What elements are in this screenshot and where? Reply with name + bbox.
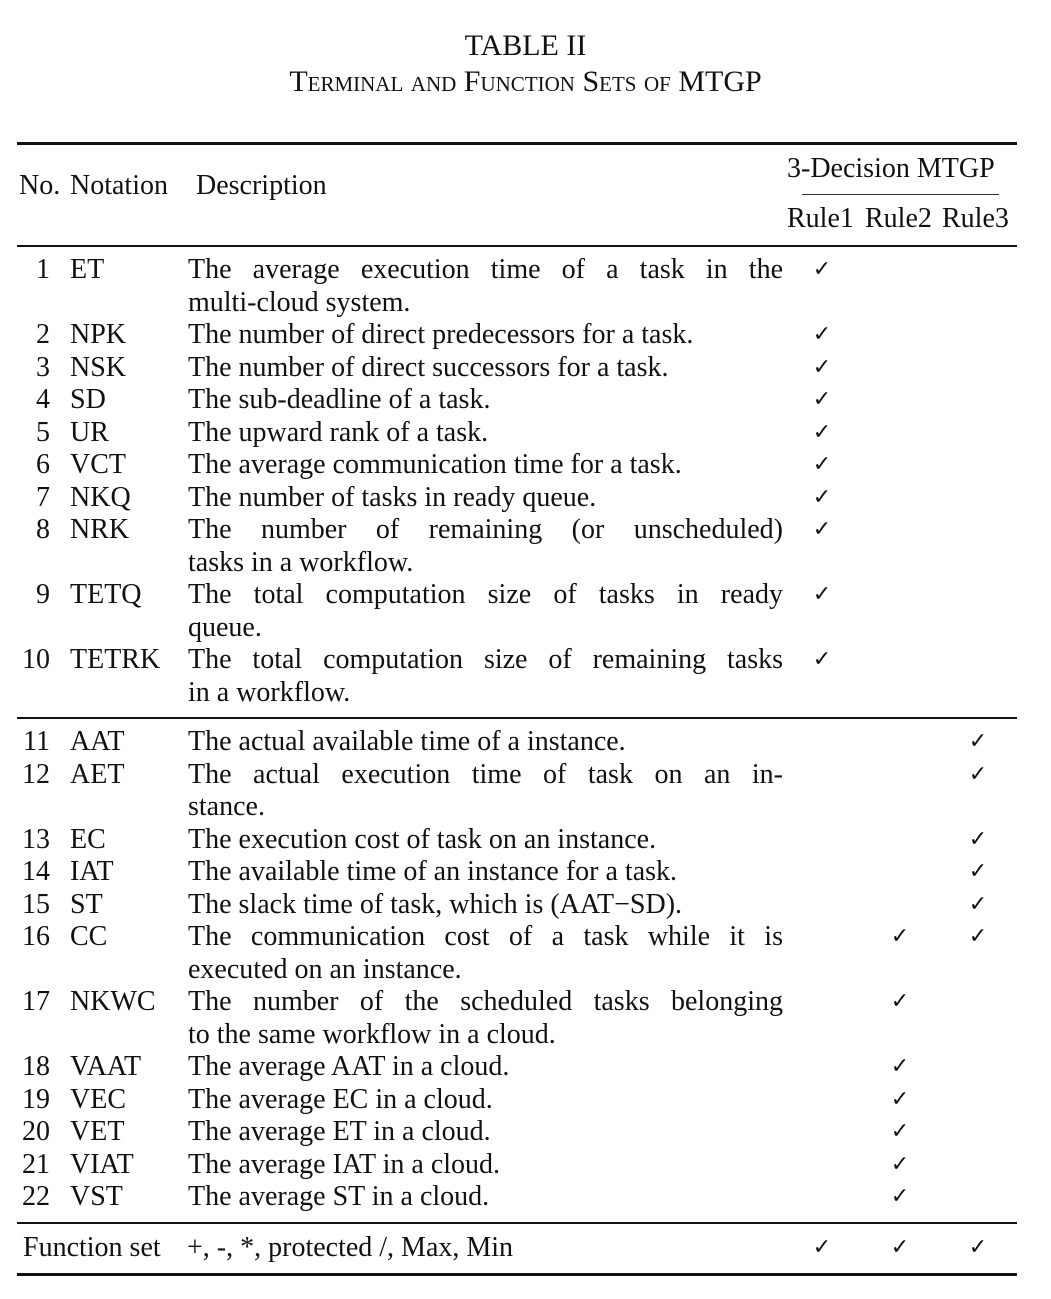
row-description-line: queue.: [188, 611, 262, 643]
function-set-label: Function set: [23, 1232, 161, 1263]
row-notation: VAAT: [70, 1051, 142, 1082]
row-description-line: The average ET in a cloud.: [188, 1116, 491, 1147]
row-number: 22: [22, 1181, 50, 1212]
row-description-line: The number of tasks in ready queue.: [188, 481, 597, 513]
row-notation: SD: [70, 384, 106, 415]
row-number: 20: [22, 1116, 50, 1147]
row-description-line: executed on an instance.: [188, 953, 462, 985]
row-notation: TETQ: [70, 579, 142, 610]
check-icon: ✓: [890, 1151, 910, 1177]
check-icon: ✓: [812, 452, 832, 477]
top-rule: [17, 142, 1017, 145]
row-number: 3: [36, 351, 50, 383]
row-number: 6: [36, 449, 50, 480]
row-notation: NKQ: [70, 481, 131, 513]
check-icon: ✓: [812, 484, 832, 510]
header-rule1: Rule1: [787, 203, 854, 234]
row-number: 12: [22, 758, 50, 790]
row-notation: ET: [70, 254, 105, 285]
row-number: 1: [36, 254, 50, 285]
header-notation: Notation: [70, 170, 168, 201]
row-description-line: The number of direct predecessors for a task.: [188, 319, 694, 350]
row-description-line: stance.: [188, 791, 265, 822]
row-description-line: in a workflow.: [188, 676, 351, 708]
row-description-line: The upward rank of a task.: [188, 416, 489, 448]
check-icon: ✓: [968, 859, 988, 884]
row-number: 14: [22, 856, 50, 887]
check-icon: ✓: [968, 1235, 988, 1260]
row-notation: EC: [70, 823, 106, 855]
row-number: 7: [36, 481, 50, 513]
check-icon: ✓: [968, 826, 988, 852]
check-icon: ✓: [968, 924, 988, 949]
row-notation: NKWC: [70, 986, 156, 1017]
row-number: 10: [22, 644, 50, 675]
table-title: Terminal and Function Sets of MTGP: [289, 65, 762, 98]
section-divider: [17, 717, 1017, 719]
check-icon: ✓: [812, 257, 832, 282]
row-notation: NPK: [70, 319, 127, 350]
row-number: 18: [22, 1051, 50, 1082]
header-rule3: Rule3: [942, 203, 1009, 234]
row-number: 16: [22, 921, 50, 952]
check-icon: ✓: [890, 1054, 910, 1079]
row-description-line: The total computation size of tasks in ready: [188, 579, 783, 610]
header-description: Description: [196, 170, 327, 201]
function-set-divider: [17, 1222, 1017, 1224]
row-number: 21: [22, 1148, 50, 1180]
row-description-line: The average IAT in a cloud.: [188, 1148, 501, 1180]
row-description-line: The number of the scheduled tasks belonging: [188, 986, 783, 1017]
group-underline: [802, 194, 999, 195]
table-label: TABLE II: [464, 29, 587, 62]
check-icon: ✓: [890, 1086, 910, 1112]
row-number: 4: [36, 384, 50, 415]
row-notation: AAT: [70, 726, 125, 757]
check-icon: ✓: [890, 1119, 910, 1144]
check-icon: ✓: [812, 517, 832, 542]
row-number: 2: [36, 319, 50, 350]
row-description-line: The average EC in a cloud.: [188, 1083, 493, 1115]
row-notation: TETRK: [70, 644, 161, 675]
row-number: 15: [22, 888, 50, 920]
function-set-value: +, -, *, protected /, Max, Min: [187, 1232, 514, 1263]
row-description-line: The communication cost of a task while it is: [188, 921, 783, 952]
header-group-3-decision-mtgp: 3-Decision MTGP: [787, 153, 995, 184]
row-notation: CC: [70, 921, 108, 952]
header-rule: [17, 245, 1017, 247]
check-icon: ✓: [890, 1235, 910, 1260]
row-notation: VST: [70, 1181, 123, 1212]
row-notation: VCT: [70, 449, 126, 480]
check-icon: ✓: [968, 729, 988, 754]
row-description-line: The actual available time of a instance.: [188, 726, 626, 757]
row-description-line: The average communication time for a task.: [188, 449, 682, 480]
header-no: No.: [19, 170, 61, 201]
row-description-line: The actual execution time of task on an in-: [188, 758, 783, 790]
row-description-line: The number of remaining (or unscheduled): [188, 514, 783, 545]
row-description-line: The average ST in a cloud.: [188, 1181, 490, 1212]
row-description-line: The total computation size of remaining tasks: [188, 644, 783, 675]
row-description-line: The number of direct successors for a task.: [188, 351, 669, 383]
row-notation: AET: [70, 758, 125, 790]
row-notation: VEC: [70, 1083, 126, 1115]
row-description-line: The slack time of task, which is (AAT−SD).: [188, 888, 683, 920]
row-notation: NRK: [70, 514, 130, 545]
row-number: 5: [36, 416, 50, 448]
header-rule2: Rule2: [865, 203, 932, 234]
row-number: 19: [22, 1083, 50, 1115]
check-icon: ✓: [890, 924, 910, 949]
row-description-line: tasks in a workflow.: [188, 546, 414, 578]
check-icon: ✓: [812, 322, 832, 347]
row-description-line: The execution cost of task on an instance.: [188, 823, 657, 855]
row-description-line: The average execution time of a task in the: [188, 254, 783, 285]
row-number: 8: [36, 514, 50, 545]
row-notation: ST: [70, 888, 103, 920]
check-icon: ✓: [812, 582, 832, 607]
row-notation: IAT: [70, 856, 114, 887]
row-description-line: The sub-deadline of a task.: [188, 384, 491, 415]
row-number: 13: [22, 823, 50, 855]
check-icon: ✓: [890, 1184, 910, 1209]
check-icon: ✓: [812, 354, 832, 380]
row-description-line: The average AAT in a cloud.: [188, 1051, 510, 1082]
row-description-line: multi-cloud system.: [188, 286, 411, 318]
check-icon: ✓: [812, 647, 832, 672]
row-notation: VIAT: [70, 1148, 134, 1180]
check-icon: ✓: [890, 989, 910, 1014]
row-notation: UR: [70, 416, 109, 448]
row-notation: VET: [70, 1116, 125, 1147]
row-number: 11: [23, 726, 50, 757]
row-description-line: The available time of an instance for a task.: [188, 856, 678, 887]
check-icon: ✓: [812, 1235, 832, 1260]
row-notation: NSK: [70, 351, 127, 383]
row-number: 9: [36, 579, 50, 610]
bottom-rule: [17, 1273, 1017, 1276]
check-icon: ✓: [812, 387, 832, 412]
check-icon: ✓: [968, 891, 988, 917]
row-description-line: to the same workflow in a cloud.: [188, 1018, 556, 1050]
check-icon: ✓: [812, 419, 832, 445]
row-number: 17: [22, 986, 50, 1017]
check-icon: ✓: [968, 761, 988, 787]
